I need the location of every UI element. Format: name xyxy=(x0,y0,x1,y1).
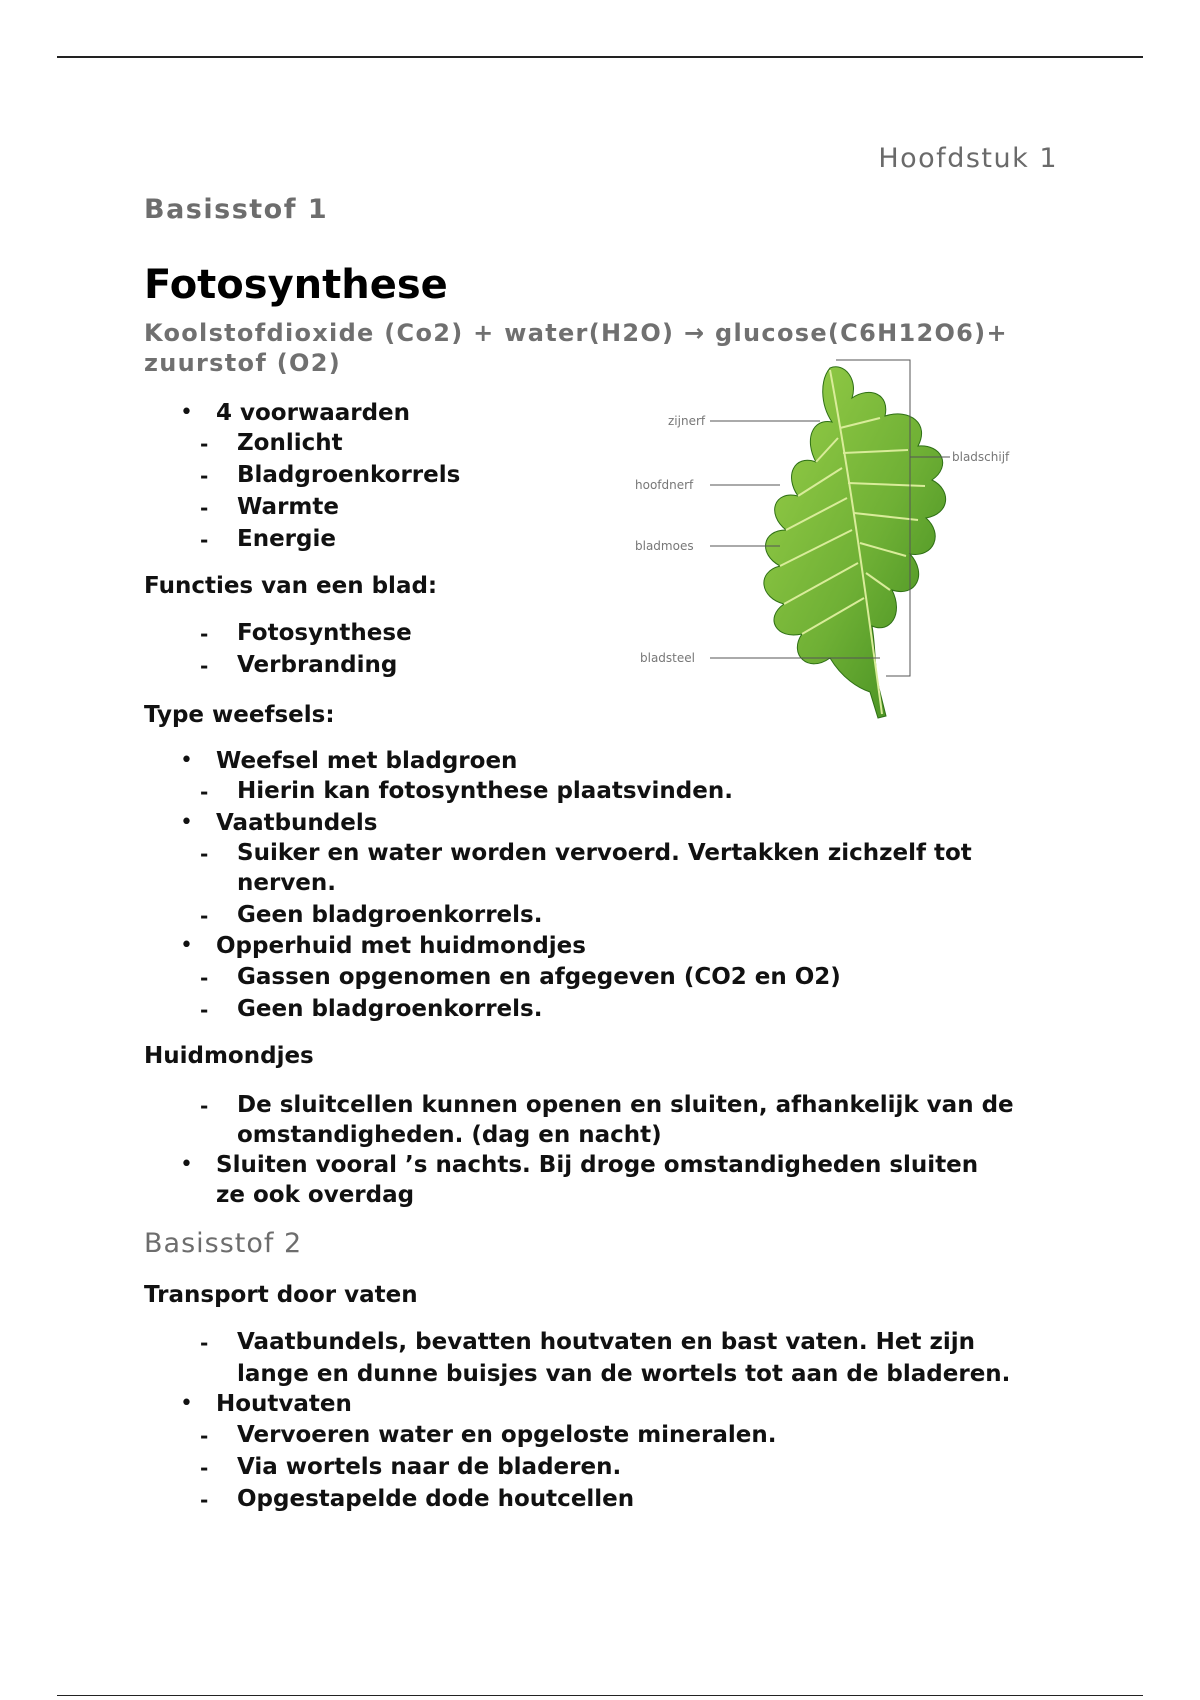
dash-marker: - xyxy=(200,842,209,866)
dash-marker: - xyxy=(200,496,209,520)
functions-heading: Functies van een blad: xyxy=(144,573,438,599)
formula-line-2: zuurstof (O2) xyxy=(144,349,341,377)
label-hoofdnerf: hoofdnerf xyxy=(635,478,694,492)
bullet-dot: • xyxy=(180,810,193,835)
conditions-bullet: 4 voorwaarden xyxy=(216,400,411,426)
stomata-heading: Huidmondjes xyxy=(144,1043,314,1069)
label-bladsteel: bladsteel xyxy=(640,651,695,665)
houtvaten-item: Via wortels naar de bladeren. xyxy=(237,1454,622,1480)
tissue-item: Geen bladgroenkorrels. xyxy=(237,902,543,928)
dash-marker: - xyxy=(200,998,209,1022)
label-zijnerf: zijnerf xyxy=(668,414,706,428)
function-item: Fotosynthese xyxy=(237,620,412,646)
dash-marker: - xyxy=(200,528,209,552)
dash-marker: - xyxy=(200,654,209,678)
tissue-item: Hierin kan fotosynthese plaatsvinden. xyxy=(237,778,733,804)
dash-marker: - xyxy=(200,1488,209,1512)
top-rule xyxy=(57,56,1143,58)
bullet-dot: • xyxy=(180,400,193,425)
tissue-bullet: Vaatbundels xyxy=(216,810,378,836)
transport-item-continued: lange en dunne buisjes van de wortels tot aan de bladeren. xyxy=(237,1361,1011,1387)
chapter-label: Hoofdstuk 1 xyxy=(878,143,1058,174)
dash-marker: - xyxy=(200,1456,209,1480)
dash-marker: - xyxy=(200,904,209,928)
bullet-dot: • xyxy=(180,933,193,958)
formula-line-1: Koolstofdioxide (Co2) + water(H2O) → glucose(C6H12O6)+ xyxy=(144,319,1008,347)
page-title: Fotosynthese xyxy=(144,262,448,308)
leaf-diagram xyxy=(635,358,1100,738)
transport-item: Vaatbundels, bevatten houtvaten en bast vaten. Het zijn xyxy=(237,1329,976,1355)
dash-marker: - xyxy=(200,464,209,488)
tissue-item-continued: nerven. xyxy=(237,870,337,896)
condition-item: Bladgroenkorrels xyxy=(237,462,461,488)
tissue-bullet: Weefsel met bladgroen xyxy=(216,748,518,774)
condition-item: Energie xyxy=(237,526,336,552)
dash-marker: - xyxy=(200,966,209,990)
transport-heading: Transport door vaten xyxy=(144,1282,418,1308)
dash-marker: - xyxy=(200,432,209,456)
tissue-item: Suiker en water worden vervoerd. Vertakken zichzelf tot xyxy=(237,840,972,866)
houtvaten-item: Opgestapelde dode houtcellen xyxy=(237,1486,635,1512)
dash-marker: - xyxy=(200,1331,209,1355)
bullet-dot: • xyxy=(180,1391,193,1416)
stomata-item-continued: omstandigheden. (dag en nacht) xyxy=(237,1122,662,1148)
dash-marker: - xyxy=(200,1424,209,1448)
tissue-item: Geen bladgroenkorrels. xyxy=(237,996,543,1022)
tissue-item: Gassen opgenomen en afgegeven (CO2 en O2) xyxy=(237,964,841,990)
bullet-dot: • xyxy=(180,1152,193,1177)
label-bladschijf: bladschijf xyxy=(952,450,1010,464)
dash-marker: - xyxy=(200,1094,209,1118)
label-bladmoes: bladmoes xyxy=(635,539,694,553)
bottom-rule xyxy=(57,1695,1143,1696)
condition-item: Warmte xyxy=(237,494,339,520)
houtvaten-bullet: Houtvaten xyxy=(216,1391,352,1417)
houtvaten-item: Vervoeren water en opgeloste mineralen. xyxy=(237,1422,777,1448)
function-item: Verbranding xyxy=(237,652,398,678)
condition-item: Zonlicht xyxy=(237,430,343,456)
section-heading-2: Basisstof 2 xyxy=(144,1228,303,1259)
stomata-bullet: Sluiten vooral ’s nachts. Bij droge omstandigheden sluiten xyxy=(216,1152,979,1178)
leaf-blade xyxy=(764,367,946,718)
tissues-heading: Type weefsels: xyxy=(144,702,335,728)
dash-marker: - xyxy=(200,780,209,804)
bullet-dot: • xyxy=(180,748,193,773)
stomata-item: De sluitcellen kunnen openen en sluiten, afhankelijk van de xyxy=(237,1092,1014,1118)
stomata-bullet-continued: ze ook overdag xyxy=(216,1182,415,1208)
tissue-bullet: Opperhuid met huidmondjes xyxy=(216,933,586,959)
dash-marker: - xyxy=(200,622,209,646)
section-heading-1: Basisstof 1 xyxy=(144,194,329,225)
